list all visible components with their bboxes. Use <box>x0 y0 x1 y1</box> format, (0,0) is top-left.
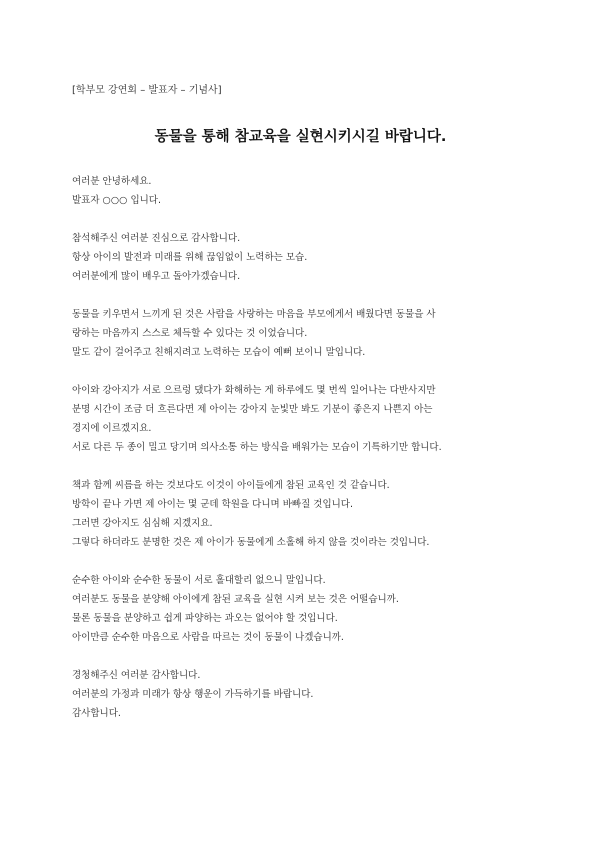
text-line: 아이만큼 순수한 마음으로 사람을 따르는 것이 동물이 나겠습니까. <box>72 632 344 643</box>
text-line: 아이와 강아지가 서로 으르렁 댔다가 화해하는 게 하루에도 몇 번씩 일어나는 다반사지만 <box>72 385 436 396</box>
text-line: 동물을 키우면서 느끼게 된 것은 사람을 사랑하는 마음을 부모에게서 배웠다면 동물을 사 <box>72 309 436 320</box>
paragraph <box>72 229 529 286</box>
text-line: 여러분 안녕하세요. <box>72 176 152 187</box>
text-line: 발표자 ○○○ 입니다. <box>72 195 161 206</box>
paragraph <box>72 381 529 457</box>
text-line: 서로 다른 두 종이 밀고 당기며 의사소통 하는 방식을 배워가는 모습이 기특하기만 합니다. <box>72 442 442 453</box>
paragraph <box>72 172 529 210</box>
document-title: 동물을 통해 참교육을 실현시키시길 바랍니다. <box>154 129 447 145</box>
text-line: 분명 시간이 조금 더 흐른다면 제 아이는 강아지 눈빛만 봐도 기분이 좋은지 나쁜지 아는 <box>72 404 433 415</box>
text-line: 물론 동물을 분양하고 쉽게 파양하는 과오는 없어야 할 것입니다. <box>72 613 338 624</box>
paragraph <box>72 571 529 647</box>
text-line: 그렇다 하더라도 분명한 것은 제 아이가 동물에게 소홀해 하지 않을 것이라는 것입니다. <box>72 537 430 548</box>
text-line: 여러분도 동물을 분양해 아이에게 참된 교육을 실현 시켜 보는 것은 어떨습니까. <box>72 594 399 605</box>
text-line: 감사합니다. <box>72 708 121 719</box>
paragraph <box>72 476 529 552</box>
paragraph <box>72 666 529 723</box>
text-line: 경청해주신 여러분 감사합니다. <box>72 670 201 681</box>
header-tag: [학부모 강연회 – 발표자 – 기념사] <box>72 85 222 96</box>
text-line: 여러분의 가정과 미래가 항상 행운이 가득하기를 바랍니다. <box>72 689 314 700</box>
text-line: 여러분에게 많이 배우고 돌아가겠습니다. <box>72 271 241 282</box>
text-line: 항상 아이의 발전과 미래를 위해 끊임없이 노력하는 모습. <box>72 252 308 263</box>
text-line: 말도 같이 걸어주고 친해지려고 노력하는 모습이 예뻐 보이니 말입니다. <box>72 347 366 358</box>
text-line: 그러면 강아지도 심심해 지겠지요. <box>72 518 213 529</box>
text-line: 경지에 이르겠지요. <box>72 423 152 434</box>
text-line: 랑하는 마음까지 스스로 체득할 수 있다는 것 이었습니다. <box>72 328 308 339</box>
document-body <box>72 172 529 723</box>
text-line: 순수한 아이와 순수한 동물이 서로 홀대할리 없으니 말입니다. <box>72 575 326 586</box>
text-line: 참석해주신 여러분 진심으로 감사합니다. <box>72 233 241 244</box>
paragraph <box>72 305 529 362</box>
text-line: 책과 함께 씨름을 하는 것보다도 이것이 아이들에게 참된 교육인 것 같습니다. <box>72 480 390 491</box>
text-line: 방학이 끝나 가면 제 아이는 몇 군데 학원을 다니며 바빠질 것입니다. <box>72 499 353 510</box>
